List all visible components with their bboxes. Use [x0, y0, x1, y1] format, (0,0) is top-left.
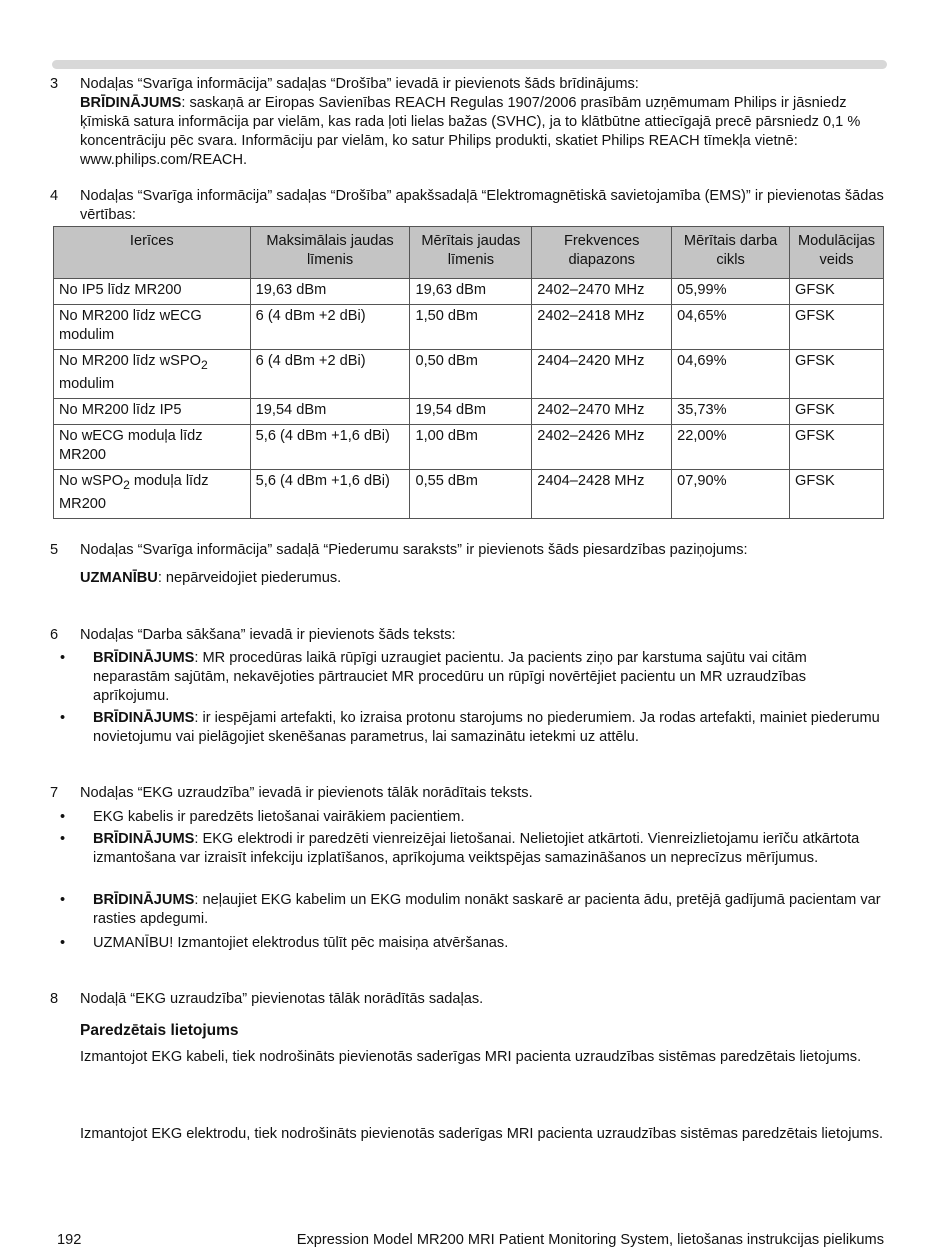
frequency-cell: 2404–2428 MHz	[532, 469, 672, 518]
list-item: UZMANĪBU! Izmantojiet elektrodus tūlīt pēc maisiņa atvēršanas.	[93, 935, 509, 951]
table-row	[54, 469, 884, 518]
max-power-cell: 19,63 dBm	[250, 279, 410, 305]
max-power-cell: 5,6 (4 dBm +1,6 dBi)	[250, 424, 410, 469]
measured-power-cell: 0,50 dBm	[410, 350, 532, 399]
modulation-cell: GFSK	[789, 398, 883, 424]
item-number-6: 6	[50, 627, 59, 643]
header-modulation: Modulācijas veids	[789, 227, 883, 279]
list-item: BRĪDINĀJUMS: neļaujiet EKG kabelim un EKG modulim nonākt saskarē ar pacienta ādu, pretējā gadījumā pacientam var rasties apdegumi.	[93, 892, 881, 927]
device-cell: No MR200 līdz IP5	[54, 398, 251, 424]
warning-text: : saskaņā ar Eiropas Savienības REACH Regulas 1907/2006 prasībām uzņēmumam Philips ir jāsniedz ķīmiskā satura informācija par vielām, kas rada ļoti lielas bažas (SVHC), ja to klātbūtne attiecīgajā precē pārsniedz 0,1 % koncentrāciju pēc svara. Informāciju par vielām, ko satur Philips produkti, skatiet Philips REACH tīmekļa vietnē: www.philips.com/REACH.	[80, 95, 861, 168]
header-devices: Ierīces	[54, 227, 251, 279]
device-cell: No wECG moduļa līdz MR200	[54, 424, 251, 469]
table-header-row	[54, 227, 884, 279]
list-item: BRĪDINĀJUMS: MR procedūras laikā rūpīgi uzraugiet pacientu. Ja pacients ziņo par karstuma sajūtu vai citām neparastām sajūtām, nekavējoties pārtrauciet MR procedūru un rūpīgi novērtējiet pacientu un MR uzraudzības aprīkojumu.	[93, 650, 807, 704]
item-number-3: 3	[50, 76, 59, 92]
max-power-cell: 19,54 dBm	[250, 398, 410, 424]
caution-label: UZMANĪBU	[80, 570, 158, 586]
table-row	[54, 398, 884, 424]
page-number: 192	[57, 1232, 82, 1248]
item-5-intro: Nodaļas “Svarīga informācija” sadaļā “Piederumu saraksts” ir pievienots šāds piesardzības paziņojums:	[80, 542, 748, 558]
frequency-cell: 2402–2426 MHz	[532, 424, 672, 469]
bullet-dot: •	[60, 935, 66, 951]
top-decorative-bar	[52, 60, 887, 69]
item-number-5: 5	[50, 542, 59, 558]
bullet-dot: •	[60, 831, 66, 847]
header-frequency: Frekvences diapazons	[532, 227, 672, 279]
modulation-cell: GFSK	[789, 350, 883, 399]
duty-cycle-cell: 07,90%	[672, 469, 790, 518]
paragraph-ekg-cable: Izmantojot EKG kabeli, tiek nodrošināts pievienotās saderīgas MRI pacienta uzraudzības sistēmas paredzētais lietojums.	[80, 1049, 862, 1065]
max-power-cell: 6 (4 dBm +2 dBi)	[250, 305, 410, 350]
ems-table	[53, 226, 884, 519]
list-item: BRĪDINĀJUMS: ir iespējami artefakti, ko izraisa protonu starojums no piederumiem. Ja rodas artefakti, mainiet piederumu novietojumu vai pielāgojiet skenēšanas parametrus, lai samazinātu ietekmi uz attēlu.	[93, 710, 880, 745]
item-3-intro: Nodaļas “Svarīga informācija” sadaļas “Drošība” ievadā ir pievienots šāds brīdinājums:	[80, 76, 639, 92]
max-power-cell: 5,6 (4 dBm +1,6 dBi)	[250, 469, 410, 518]
section-heading: Paredzētais lietojums	[80, 1022, 239, 1039]
footer-document-title: Expression Model MR200 MRI Patient Monitoring System, lietošanas instrukcijas pielikums	[296, 1232, 884, 1248]
list-item: BRĪDINĀJUMS: EKG elektrodi ir paredzēti vienreizējai lietošanai. Nelietojiet atkārtoti. Vienreizlietojamu ierīču atkārtota izmantošana var izraisīt infekciju izplatīšanos, aprīkojuma veiktspējas samazināšanos un neprecīzus mērījumus.	[93, 831, 860, 866]
bullet-dot: •	[60, 892, 66, 908]
item-4-intro: Nodaļas “Svarīga informācija” sadaļas “Drošība” apakšsadaļā “Elektromagnētiskā savietojamība (EMS)” ir pievienotas šādas vērtības:	[80, 188, 884, 223]
table-row	[54, 279, 884, 305]
item-5-caution	[80, 569, 885, 588]
duty-cycle-cell: 22,00%	[672, 424, 790, 469]
duty-cycle-cell: 04,65%	[672, 305, 790, 350]
paragraph-ekg-electrode: Izmantojot EKG elektrodu, tiek nodrošināts pievienotās saderīgas MRI pacienta uzraudzības sistēmas paredzētais lietojums.	[80, 1126, 884, 1142]
max-power-cell: 6 (4 dBm +2 dBi)	[250, 350, 410, 399]
item-7-intro: Nodaļas “EKG uzraudzība” ievadā ir pievienots tālāk norādītais teksts.	[80, 785, 533, 801]
modulation-cell: GFSK	[789, 469, 883, 518]
frequency-cell: 2404–2420 MHz	[532, 350, 672, 399]
device-cell: No MR200 līdz wECG modulim	[54, 305, 251, 350]
header-max-power: Maksimālais jaudas līmenis	[250, 227, 410, 279]
device-cell: No IP5 līdz MR200	[54, 279, 251, 305]
modulation-cell: GFSK	[789, 279, 883, 305]
duty-cycle-cell: 04,69%	[672, 350, 790, 399]
duty-cycle-cell: 05,99%	[672, 279, 790, 305]
item-6-intro: Nodaļas “Darba sākšana” ievadā ir pievienots šāds teksts:	[80, 627, 456, 643]
item-number-8: 8	[50, 991, 59, 1007]
frequency-cell: 2402–2418 MHz	[532, 305, 672, 350]
modulation-cell: GFSK	[789, 305, 883, 350]
measured-power-cell: 19,63 dBm	[410, 279, 532, 305]
table-row	[54, 350, 884, 399]
bullet-dot: •	[60, 650, 66, 666]
measured-power-cell: 1,50 dBm	[410, 305, 532, 350]
bullet-dot: •	[60, 809, 66, 825]
item-8-intro: Nodaļā “EKG uzraudzība” pievienotas tālāk norādītās sadaļas.	[80, 991, 484, 1007]
device-cell: No wSPO$_2$ moduļa līdz MR200	[54, 469, 251, 518]
modulation-cell: GFSK	[789, 424, 883, 469]
item-3-warning	[80, 94, 885, 170]
item-number-7: 7	[50, 785, 59, 801]
caution-text: : nepārveidojiet piederumus.	[157, 570, 342, 586]
warning-label: BRĪDINĀJUMS	[80, 95, 182, 111]
measured-power-cell: 1,00 dBm	[410, 424, 532, 469]
frequency-cell: 2402–2470 MHz	[532, 398, 672, 424]
measured-power-cell: 0,55 dBm	[410, 469, 532, 518]
device-cell: No MR200 līdz wSPO$_2$ modulim	[54, 350, 251, 399]
frequency-cell: 2402–2470 MHz	[532, 279, 672, 305]
duty-cycle-cell: 35,73%	[672, 398, 790, 424]
table-row	[54, 424, 884, 469]
bullet-dot: •	[60, 710, 66, 726]
item-number-4: 4	[50, 188, 59, 204]
table-row	[54, 305, 884, 350]
header-duty-cycle: Mērītais darba cikls	[672, 227, 790, 279]
list-item: EKG kabelis ir paredzēts lietošanai vairākiem pacientiem.	[93, 809, 465, 825]
header-measured-power: Mērītais jaudas līmenis	[410, 227, 532, 279]
measured-power-cell: 19,54 dBm	[410, 398, 532, 424]
